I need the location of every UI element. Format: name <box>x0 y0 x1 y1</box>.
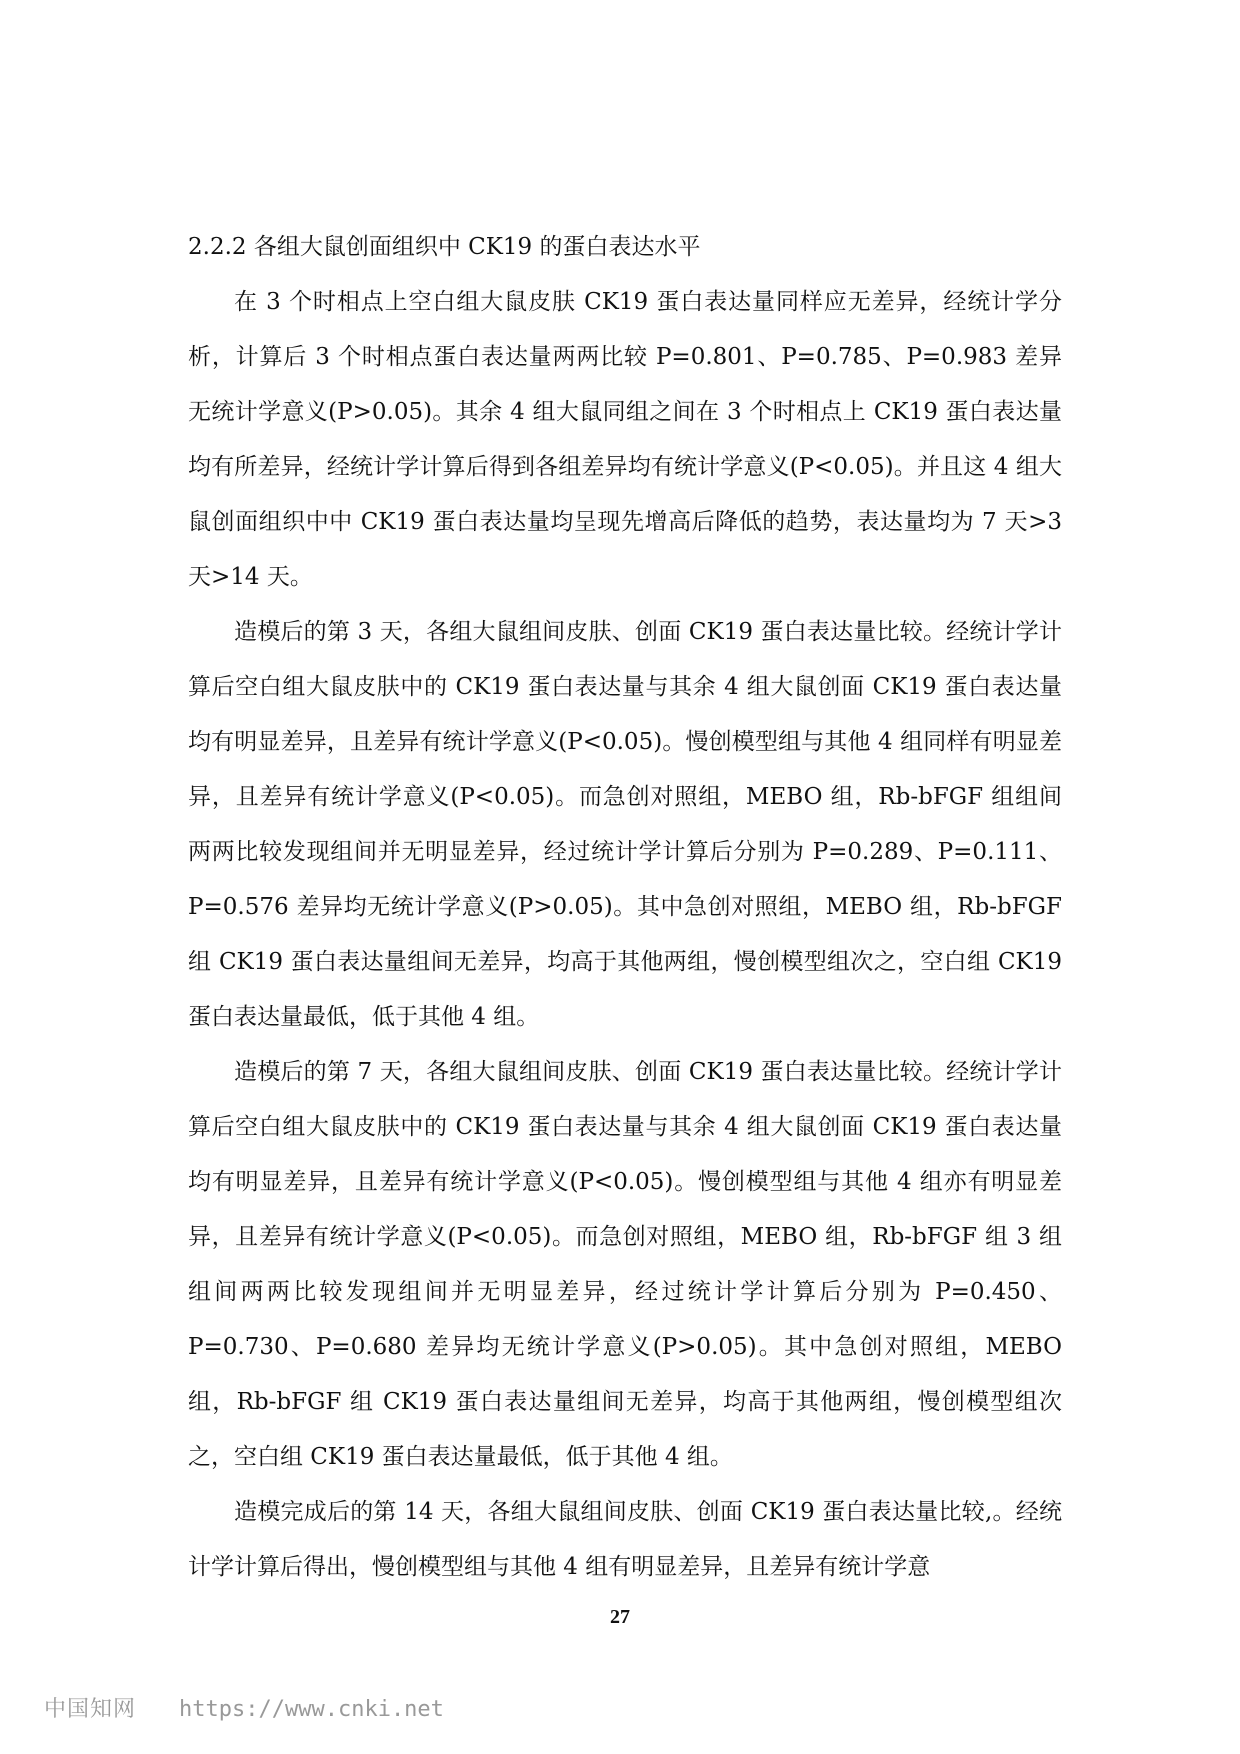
cnki-logo-text: 中国知网 <box>44 1697 137 1722</box>
paragraph-3: 造模后的第 7 天，各组大鼠组间皮肤、创面 CK19 蛋白表达量比较。经统计学计算后空白组大鼠皮肤中的 CK19 蛋白表达量与其余 4 组大鼠创面 CK19 蛋白表达量均有明显差异，且差异有统计学意义(P<0.05)。慢创模型组与其他 4 组亦有明显差异，且差异有统计学意义(P<0.05)。而急创对照组，MEBO 组，Rb-bFGF 组 3 组组间两两比较发现组间并无明显差异，经过统计学计算后分别为 P=0.450、P=0.730、P=0.680 差异均无统计学意义(P>0.05)。其中急创对照组，MEBO 组，Rb-bFGF 组 CK19 蛋白表达量组间无差异，均高于其他两组，慢创模型组次之，空白组 CK19 蛋白表达量最低，低于其他 4 组。 <box>188 1059 1062 1470</box>
paragraph-2: 造模后的第 3 天，各组大鼠组间皮肤、创面 CK19 蛋白表达量比较。经统计学计算后空白组大鼠皮肤中的 CK19 蛋白表达量与其余 4 组大鼠创面 CK19 蛋白表达量均有明显差异，且差异有统计学意义(P<0.05)。慢创模型组与其他 4 组同样有明显差异，且差异有统计学意义(P<0.05)。而急创对照组，MEBO 组，Rb-bFGF 组组间两两比较发现组间并无明显差异，经过统计学计算后分别为 P=0.289、P=0.111、P=0.576 差异均无统计学意义(P>0.05)。其中急创对照组，MEBO 组，Rb-bFGF 组 CK19 蛋白表达量组间无差异，均高于其他两组，慢创模型组次之，空白组 CK19 蛋白表达量最低，低于其他 4 组。 <box>188 619 1062 1030</box>
cnki-url-link[interactable]: https://www.cnki.net <box>179 1697 444 1722</box>
paragraph-1: 在 3 个时相点上空白组大鼠皮肤 CK19 蛋白表达量同样应无差异，经统计学分析，计算后 3 个时相点蛋白表达量两两比较 P=0.801、P=0.785、P=0.983 差异无统计学意义(P>0.05)。其余 4 组大鼠同组之间在 3 个时相点上 CK19 蛋白表达量均有所差异，经统计学计算后得到各组差异均有统计学意义(P<0.05)。并且这 4 组大鼠创面组织中中 CK19 蛋白表达量均呈现先增高后降低的趋势，表达量均为 7 天>3 天>14 天。 <box>188 289 1062 590</box>
section-heading: 2.2.2 各组大鼠创面组织中 CK19 的蛋白表达水平 <box>188 234 701 260</box>
document-body <box>188 220 1062 1595</box>
page-number: 27 <box>610 1606 630 1628</box>
paragraph-4: 造模完成后的第 14 天，各组大鼠组间皮肤、创面 CK19 蛋白表达量比较,。经统计学计算后得出，慢创模型组与其他 4 组有明显差异，且差异有统计学意 <box>188 1499 1062 1580</box>
cnki-watermark <box>44 1692 444 1723</box>
